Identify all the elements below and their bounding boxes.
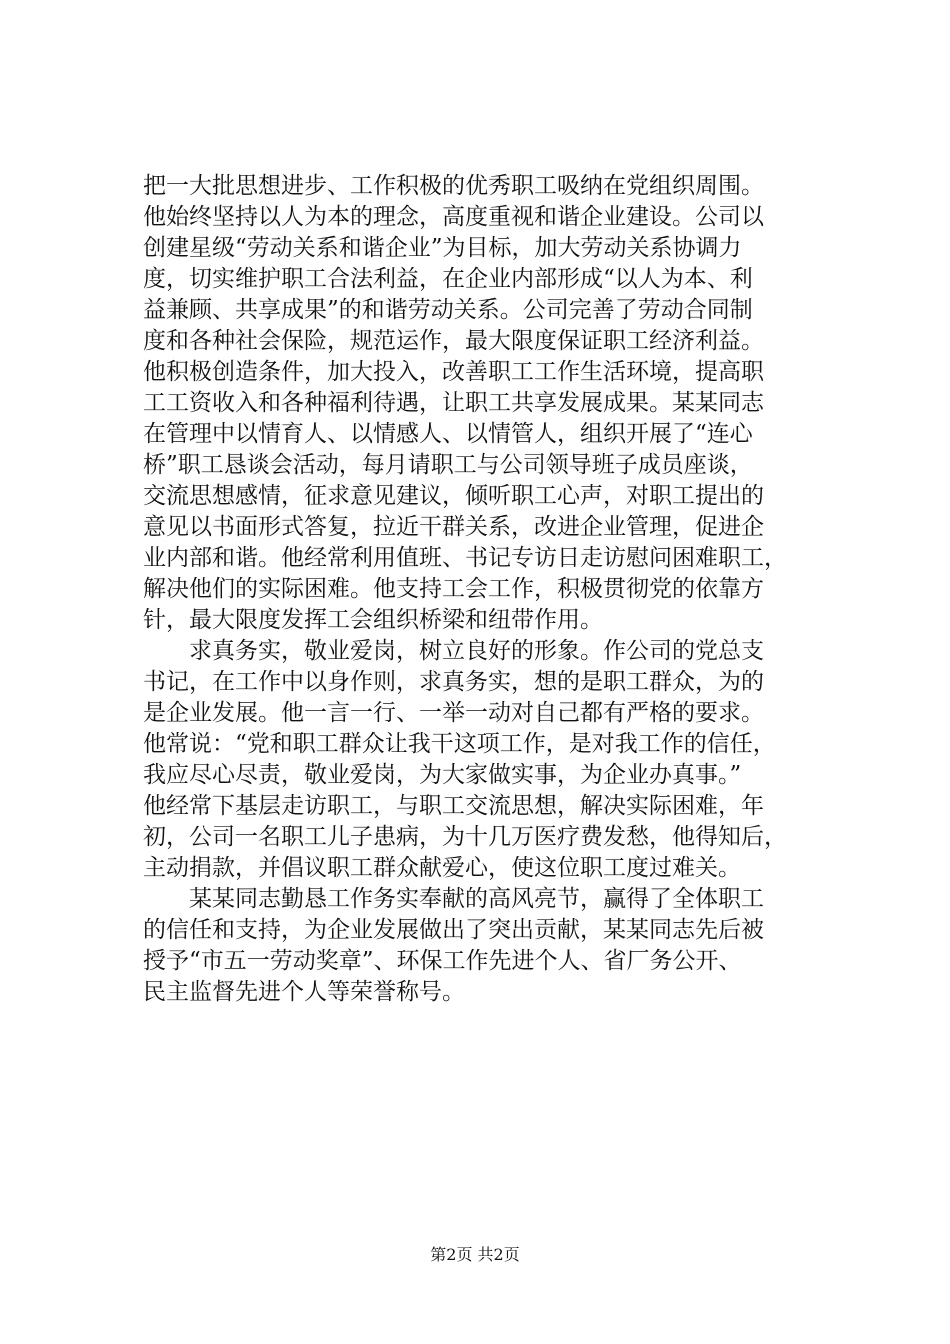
- text-line: 某某同志勤恳工作务实奉献的高风亮节，赢得了全体职工: [143, 886, 764, 912]
- body-text: [143, 171, 833, 1008]
- text-line: 业内部和谐。他经常利用值班、书记专访日走访慰问困难职工，: [143, 545, 787, 571]
- text-line: 是企业发展。他一言一行、一举一动对自己都有严格的要求。: [143, 700, 764, 726]
- text-line: 意见以书面形式答复，拉近干群关系，改进企业管理，促进企: [143, 514, 764, 540]
- text-line: 他经常下基层走访职工，与职工交流思想，解决实际困难，年: [143, 793, 764, 819]
- text-line: 交流思想感情，征求意见建议，倾听职工心声，对职工提出的: [143, 483, 764, 509]
- text-line: 益兼顾、共享成果”的和谐劳动关系。公司完善了劳动合同制: [143, 297, 753, 323]
- page-footer: 第2页 共2页: [430, 1245, 520, 1264]
- text-line: 度和各种社会保险，规范运作，最大限度保证职工经济利益。: [143, 328, 764, 354]
- text-line: 解决他们的实际困难。他支持工会工作，积极贯彻党的依靠方: [143, 576, 764, 602]
- text-line: 他始终坚持以人为本的理念，高度重视和谐企业建设。公司以: [143, 204, 764, 230]
- text-line: 我应尽心尽责，敬业爱岗，为大家做实事，为企业办真事。”: [143, 762, 742, 788]
- text-line: 主动捐款，并倡议职工群众献爱心，使这位职工度过难关。: [143, 855, 741, 881]
- text-line: 创建星级“劳动关系和谐企业”为目标，加大劳动关系协调力: [143, 235, 742, 261]
- text-line: 求真务实，敬业爱岗，树立良好的形象。作公司的党总支: [143, 638, 764, 664]
- text-line: 初，公司一名职工儿子患病，为十几万医疗费发愁，他得知后，: [143, 824, 787, 850]
- text-line: 工工资收入和各种福利待遇，让职工共享发展成果。某某同志: [143, 390, 764, 416]
- text-line: 的信任和支持，为企业发展做出了突出贡献，某某同志先后被: [143, 917, 764, 943]
- text-line: 针，最大限度发挥工会组织桥梁和纽带作用。: [143, 607, 603, 633]
- text-line: 他常说：“党和职工群众让我干这项工作，是对我工作的信任，: [143, 731, 776, 757]
- text-line: 把一大批思想进步、工作积极的优秀职工吸纳在党组织周围。: [143, 173, 764, 199]
- text-line: 度，切实维护职工合法利益，在企业内部形成“以人为本、利: [143, 266, 753, 292]
- text-line: 书记，在工作中以身作则，求真务实，想的是职工群众，为的: [143, 669, 764, 695]
- text-line: 桥”职工恳谈会活动，每月请职工与公司领导班子成员座谈，: [143, 452, 753, 478]
- text-line: 他积极创造条件，加大投入，改善职工工作生活环境，提高职: [143, 359, 764, 385]
- text-line: 民主监督先进个人等荣誉称号。: [143, 979, 465, 1005]
- text-line: 在管理中以情育人、以情感人、以情管人，组织开展了“连心: [143, 421, 753, 447]
- text-line: 授予“市五一劳动奖章”、环保工作先进个人、省厂务公开、: [143, 948, 742, 974]
